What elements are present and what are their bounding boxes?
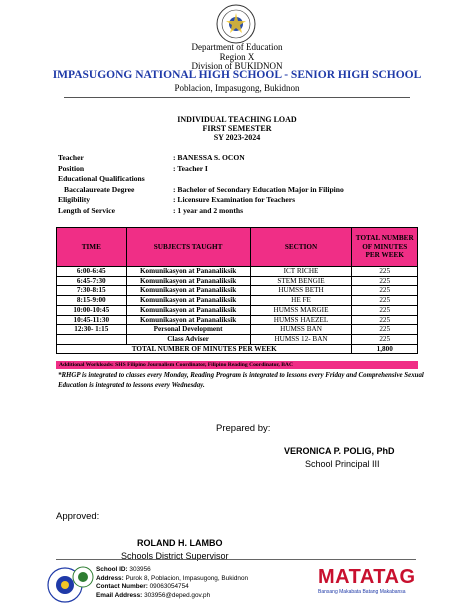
table-row xyxy=(57,334,418,344)
header-time: TIME xyxy=(57,228,127,267)
minutes-cell: 225 xyxy=(352,305,418,315)
total-label: TOTAL NUMBER OF MINUTES PER WEEK xyxy=(57,344,352,354)
matatag-logo xyxy=(318,566,432,595)
time-cell: 8:15-9:00 xyxy=(57,296,127,306)
time-cell: 6:00-6:45 xyxy=(57,267,127,277)
school-id: 303956 xyxy=(129,566,151,573)
subject-cell: Class Adviser xyxy=(126,334,250,344)
subject-cell: Komunikasyon at Pananaliksik xyxy=(126,286,250,296)
header-minutes: TOTAL NUMBER OF MINUTES PER WEEK xyxy=(352,228,418,267)
address-label: Address: xyxy=(96,574,124,582)
subject-cell: Komunikasyon at Pananaliksik xyxy=(126,276,250,286)
minutes-cell: 225 xyxy=(352,286,418,296)
section-cell: HUMSS HAEZEL xyxy=(250,315,352,325)
minutes-cell: 225 xyxy=(352,267,418,277)
minutes-cell: 225 xyxy=(352,315,418,325)
principal-name: VERONICA P. POLIG, PhD xyxy=(284,446,395,456)
header-divider xyxy=(64,97,410,98)
teacher-label: Teacher xyxy=(58,153,84,162)
doc-title: INDIVIDUAL TEACHING LOAD xyxy=(177,115,297,124)
header-section: SECTION xyxy=(250,228,352,267)
contact-number: 09063054754 xyxy=(149,583,189,591)
section-cell: HE FE xyxy=(250,296,352,306)
total-row xyxy=(57,344,418,354)
deped-seal-icon xyxy=(216,4,256,44)
position-label: Position xyxy=(58,163,85,173)
minutes-cell: 225 xyxy=(352,325,418,335)
contact-label: Contact Number: xyxy=(96,583,148,591)
section-cell: ICT RICHE xyxy=(250,267,352,277)
section-cell: HUMSS 12- BAN xyxy=(250,334,352,344)
teacher-info xyxy=(58,153,344,217)
subject-cell: Komunikasyon at Pananaliksik xyxy=(126,305,250,315)
eligibility-label: Eligibility xyxy=(58,195,91,205)
table-header-row xyxy=(57,228,418,267)
department-name: Department of Education xyxy=(191,42,283,52)
school-address: Poblacion, Impasugong, Bukidnon xyxy=(174,83,300,93)
teacher-value: : BANESSA S. OCON xyxy=(173,153,245,162)
eligibility-value: : Licensure Examination for Teachers xyxy=(173,195,296,205)
time-cell: 10:45-11:30 xyxy=(57,315,127,325)
table-row xyxy=(57,315,418,325)
email-address[interactable]: 303956@deped.gov.ph xyxy=(144,591,211,599)
school-logo-icon xyxy=(72,566,94,588)
section-cell: HUMSS BETH xyxy=(250,286,352,296)
section-cell: HUMSS MARGIE xyxy=(250,305,352,315)
supervisor-name: ROLAND H. LAMBO xyxy=(137,538,223,548)
time-cell: 6:45-7:30 xyxy=(57,276,127,286)
table-row xyxy=(57,286,418,296)
region-name: Region X xyxy=(219,52,255,62)
subject-cell: Komunikasyon at Pananaliksik xyxy=(126,315,250,325)
table-row xyxy=(57,276,418,286)
footer-address: Purok 8, Poblacion, Impasugong, Bukidnon xyxy=(125,574,249,582)
section-cell: STEM BENGIE xyxy=(250,276,352,286)
minutes-cell: 225 xyxy=(352,334,418,344)
matatag-tagline: Bansang Makabata Batang Makabansa xyxy=(318,589,406,595)
position-value: : Teacher I xyxy=(173,163,208,173)
integration-note: *RHGP is integrated to classes every Monday, Reading Program is integrated to lessons every Friday and Comprehensive Sexual Education is integrated to lessons every Wednesday. xyxy=(58,372,424,389)
email-label: Email Address: xyxy=(96,591,143,599)
header-subjects: SUBJECTS TAUGHT xyxy=(126,228,250,267)
service-value: : 1 year and 2 months xyxy=(173,205,244,215)
subject-cell: Komunikasyon at Pananaliksik xyxy=(126,296,250,306)
approved-label: Approved: xyxy=(56,511,100,522)
prepared-label: Prepared by: xyxy=(216,423,271,434)
semester: FIRST SEMESTER xyxy=(202,124,272,133)
time-cell: 10:00-10:45 xyxy=(57,305,127,315)
footer-contact xyxy=(96,566,248,600)
matatag-wordmark: MATATAG xyxy=(318,566,416,588)
table-row xyxy=(57,325,418,335)
school-year: SY 2023-2024 xyxy=(213,133,261,142)
supervisor-position: Schools District Supervisor xyxy=(121,551,229,561)
school-name: IMPASUGONG NATIONAL HIGH SCHOOL - SENIOR HIGH SCHOOL xyxy=(52,69,422,81)
edu-label: Educational Qualifications xyxy=(58,174,145,184)
table-row xyxy=(57,267,418,277)
footer-divider xyxy=(56,559,416,560)
minutes-cell: 225 xyxy=(352,296,418,306)
degree-label: Baccalaureate Degree xyxy=(64,184,135,194)
subject-cell: Komunikasyon at Pananaliksik xyxy=(126,267,250,277)
division-name: Division of BUKIDNON xyxy=(191,61,283,71)
service-label: Length of Service xyxy=(58,205,115,215)
teaching-load-table xyxy=(56,227,418,354)
minutes-cell: 225 xyxy=(352,276,418,286)
degree-value: : Bachelor of Secondary Education Major in Filipino xyxy=(173,184,344,194)
school-id-label: School ID: xyxy=(96,566,128,573)
section-cell: HUMSS BAN xyxy=(250,325,352,335)
principal-position: School Principal III xyxy=(305,459,380,469)
subject-cell: Personal Development xyxy=(126,325,250,335)
table-row xyxy=(57,305,418,315)
table-row xyxy=(57,296,418,306)
additional-workloads: Additional Workloads: SHS Filipino Journalism Coordinator, Filipino Reading Coordinator, BAC xyxy=(56,361,418,369)
time-cell: 12:30- 1:15 xyxy=(57,325,127,335)
total-value: 1,800 xyxy=(352,344,418,354)
time-cell: 7:30-8:15 xyxy=(57,286,127,296)
time-cell xyxy=(57,334,127,344)
